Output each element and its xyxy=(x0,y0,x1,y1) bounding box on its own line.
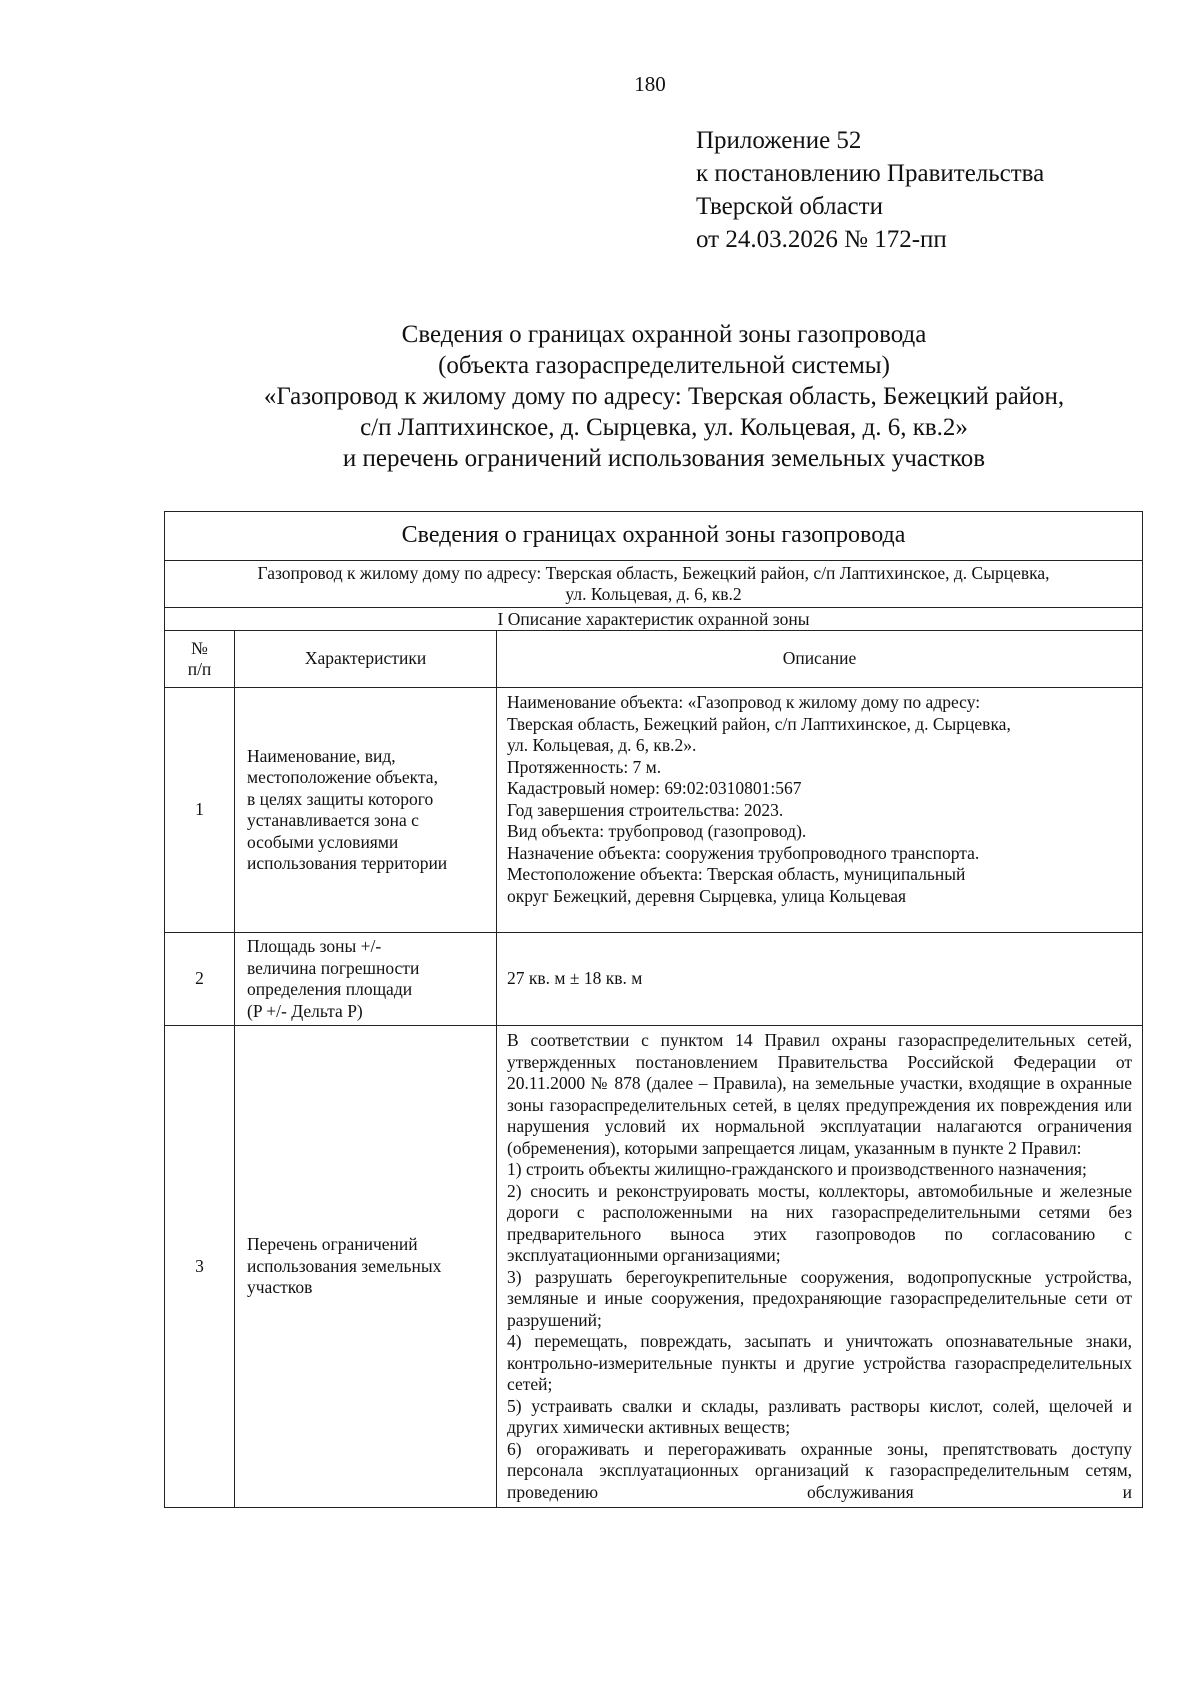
row-number: 2 xyxy=(165,933,235,1026)
description-line: Тверская область, Бежецкий район, с/п Лаптихинское, д. Сырцевка, xyxy=(507,713,1011,734)
object-name-cell xyxy=(165,561,1143,608)
description-line: Протяженность: 7 м. xyxy=(507,756,662,777)
characteristic-cell xyxy=(235,688,497,933)
appendix-line: Приложение 52 xyxy=(696,127,862,154)
column-header-number-line: № xyxy=(191,637,208,658)
characteristic-line: определения площади xyxy=(247,979,413,999)
characteristic-line: использования территории xyxy=(247,853,448,873)
appendix-line: Тверской области xyxy=(696,193,883,220)
title-line: «Газопровод к жилому дому по адресу: Тверская область, Бежецкий район, xyxy=(263,383,1065,410)
characteristic-line: Перечень ограничений xyxy=(247,1234,418,1255)
description-line: Назначение объекта: сооружения трубопроводного транспорта. xyxy=(507,842,980,863)
title-line: с/п Лаптихинское, д. Сырцевка, ул. Кольцевая, д. 6, кв.2» xyxy=(360,414,968,441)
area-value: 27 кв. м ± 18 кв. м xyxy=(507,968,643,989)
appendix-line: от 24.03.2026 № 172-пп xyxy=(696,226,947,253)
restriction-item: 3) разрушать берегоукрепительные сооружения, водопропускные устройства, земляные и иные сооружения, предохраняющие газораспределительные сети от разрушений; xyxy=(507,1266,1133,1330)
row-number: 1 xyxy=(165,688,235,933)
column-header-number xyxy=(165,631,235,688)
appendix-header xyxy=(696,124,1044,256)
object-line: Газопровод к жилому дому по адресу: Тверская область, Бежецкий район, с/п Лаптихинское, д. Сырцевка, xyxy=(257,563,1050,583)
characteristic-line: Площадь зоны +/- xyxy=(247,936,382,956)
description-cell xyxy=(497,688,1143,933)
characteristic-line: величина погрешности xyxy=(247,957,420,978)
description-line: Кадастровый номер: 69:02:0310801:567 xyxy=(507,778,802,798)
description-line: Вид объекта: трубопровод (газопровод). xyxy=(507,821,807,841)
characteristic-line: устанавливается зона с xyxy=(247,810,419,830)
table-row xyxy=(165,688,1143,933)
row-number: 3 xyxy=(165,1026,235,1508)
table-row xyxy=(165,1026,1143,1508)
restriction-item: 6) огораживать и перегораживать охранные зоны, препятствовать доступу персонала эксплуатационных организаций к газораспределительным сетям, проведению обслуживания и xyxy=(507,1438,1133,1502)
description-line: Год завершения строительства: 2023. xyxy=(507,799,784,820)
table-row xyxy=(165,933,1143,1026)
characteristic-line: участков xyxy=(247,1277,313,1298)
zone-table xyxy=(164,511,1143,1508)
column-header-number-line: п/п xyxy=(187,659,212,679)
title-line: Сведения о границах охранной зоны газопровода xyxy=(401,321,927,348)
section-heading: I Описание характеристик охранной зоны xyxy=(165,608,1143,631)
title-line: (объекта газораспределительной системы) xyxy=(438,352,890,379)
title-line: и перечень ограничений использования земельных участков xyxy=(342,445,986,472)
characteristic-line: (P +/- Дельта P) xyxy=(247,1000,363,1021)
restriction-item: 1) строить объекты жилищно-гражданского и производственного назначения; xyxy=(507,1159,1087,1179)
restriction-intro: В соответствии с пунктом 14 Правил охраны газораспределительных сетей, утвержденных постановлением Правительства Российской Федерации от 20.11.2000 № 878 (далее – Правила), на земельные участки, входящие в охранные зоны газораспределительных сетей, в целях предупреждения их повреждения или нарушения условий их нормальной эксплуатации налагаются ограничения (обременения), которыми запрещается лицам, указанным в пункте 2 Правил: xyxy=(507,1030,1133,1158)
description-line: округ Бежецкий, деревня Сырцевка, улица Кольцевая xyxy=(507,885,907,906)
description-line: ул. Кольцевая, д. 6, кв.2». xyxy=(507,735,697,755)
restriction-item: 5) устраивать свалки и склады, разливать растворы кислот, солей, щелочей и других химически активных веществ; xyxy=(507,1395,1133,1437)
description-line: Местоположение объекта: Тверская область, муниципальный xyxy=(507,864,966,884)
object-line: ул. Кольцевая, д. 6, кв.2 xyxy=(565,584,742,604)
document-title xyxy=(164,319,1164,474)
characteristic-line: в целях защиты которого xyxy=(247,788,434,809)
restriction-item: 4) перемещать, повреждать, засыпать и уничтожать опознавательные знаки, контрольно-измерительные пункты и другие устройства газораспределительных сетей; xyxy=(507,1331,1133,1394)
characteristic-line: Наименование, вид, xyxy=(247,745,396,766)
description-cell xyxy=(497,1026,1143,1508)
characteristic-line: местоположение объекта, xyxy=(247,767,438,787)
characteristic-line: особыми условиями xyxy=(247,831,399,852)
appendix-line: к постановлению Правительства xyxy=(696,160,1045,187)
page-number: 180 xyxy=(634,72,666,96)
characteristic-cell xyxy=(235,933,497,1026)
restriction-item: 2) сносить и реконструировать мосты, коллекторы, автомобильные и железные дороги с расположенными на них газораспределительными сетями без предварительного выноса этих газопроводов по согласованию с эксплуатационными организациями; xyxy=(507,1180,1133,1265)
column-header-characteristics: Характеристики xyxy=(235,631,497,688)
characteristic-cell xyxy=(235,1026,497,1508)
characteristic-line: использования земельных xyxy=(247,1255,442,1276)
description-cell xyxy=(497,933,1143,1026)
table-heading: Сведения о границах охранной зоны газопровода xyxy=(165,512,1143,561)
description-line: Наименование объекта: «Газопровод к жилому дому по адресу: xyxy=(507,692,981,712)
column-header-description: Описание xyxy=(497,631,1143,688)
